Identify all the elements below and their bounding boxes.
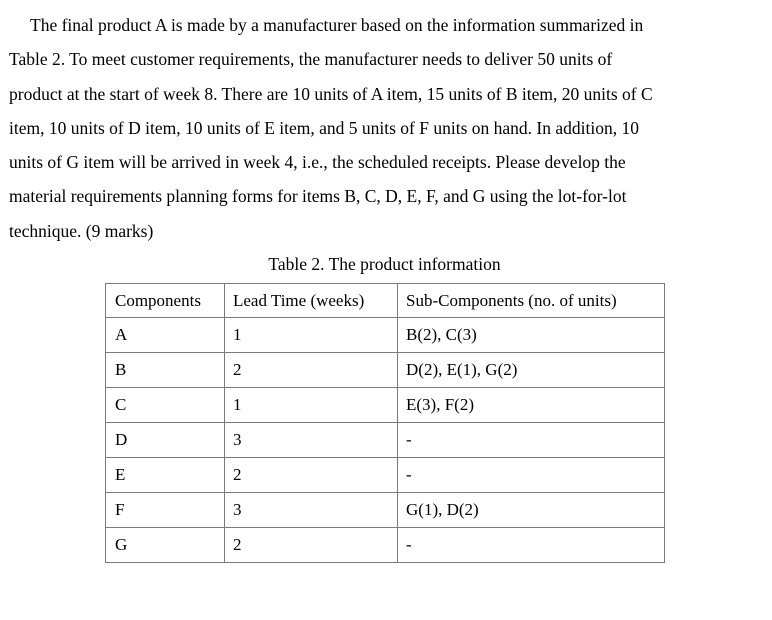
cell-sub-components: G(1), D(2) bbox=[398, 493, 665, 528]
cell-lead-time: 3 bbox=[225, 423, 398, 458]
cell-component: A bbox=[106, 318, 225, 353]
header-sub-components: Sub-Components (no. of units) bbox=[398, 284, 665, 318]
cell-lead-time: 2 bbox=[225, 528, 398, 563]
table-header-row bbox=[106, 284, 665, 318]
cell-sub-components: - bbox=[398, 458, 665, 493]
question-text bbox=[9, 8, 759, 248]
cell-component: C bbox=[106, 388, 225, 423]
header-components: Components bbox=[106, 284, 225, 318]
question-line: technique. (9 marks) bbox=[9, 220, 154, 241]
cell-lead-time: 1 bbox=[225, 318, 398, 353]
cell-sub-components: D(2), E(1), G(2) bbox=[398, 353, 665, 388]
question-line: material requirements planning forms for items B, C, D, E, F, and G using the lot-for-lot bbox=[9, 186, 627, 207]
product-info-table bbox=[105, 283, 665, 563]
question-line: product at the start of week 8. There are 10 units of A item, 15 units of B item, 20 units of C bbox=[9, 83, 653, 104]
table-row bbox=[106, 458, 665, 493]
cell-sub-components: B(2), C(3) bbox=[398, 318, 665, 353]
header-lead-time: Lead Time (weeks) bbox=[225, 284, 398, 318]
cell-component: B bbox=[106, 353, 225, 388]
table-caption: Table 2. The product information bbox=[268, 254, 501, 274]
table-row bbox=[106, 423, 665, 458]
question-line: item, 10 units of D item, 10 units of E item, and 5 units of F units on hand. In addition, 10 bbox=[9, 117, 639, 138]
cell-component: F bbox=[106, 493, 225, 528]
cell-sub-components: - bbox=[398, 528, 665, 563]
cell-lead-time: 2 bbox=[225, 458, 398, 493]
question-line: The final product A is made by a manufacturer based on the information summarized in bbox=[30, 15, 644, 35]
cell-lead-time: 2 bbox=[225, 353, 398, 388]
table-row bbox=[106, 318, 665, 353]
cell-sub-components: - bbox=[398, 423, 665, 458]
table-row bbox=[106, 493, 665, 528]
question-line: Table 2. To meet customer requirements, the manufacturer needs to deliver 50 units of bbox=[9, 49, 613, 70]
table-row bbox=[106, 388, 665, 423]
cell-component: G bbox=[106, 528, 225, 563]
table-row bbox=[106, 353, 665, 388]
cell-lead-time: 3 bbox=[225, 493, 398, 528]
cell-lead-time: 1 bbox=[225, 388, 398, 423]
cell-component: E bbox=[106, 458, 225, 493]
table-row bbox=[106, 528, 665, 563]
cell-component: D bbox=[106, 423, 225, 458]
question-line: units of G item will be arrived in week 4, i.e., the scheduled receipts. Please develop the bbox=[9, 152, 626, 173]
cell-sub-components: E(3), F(2) bbox=[398, 388, 665, 423]
